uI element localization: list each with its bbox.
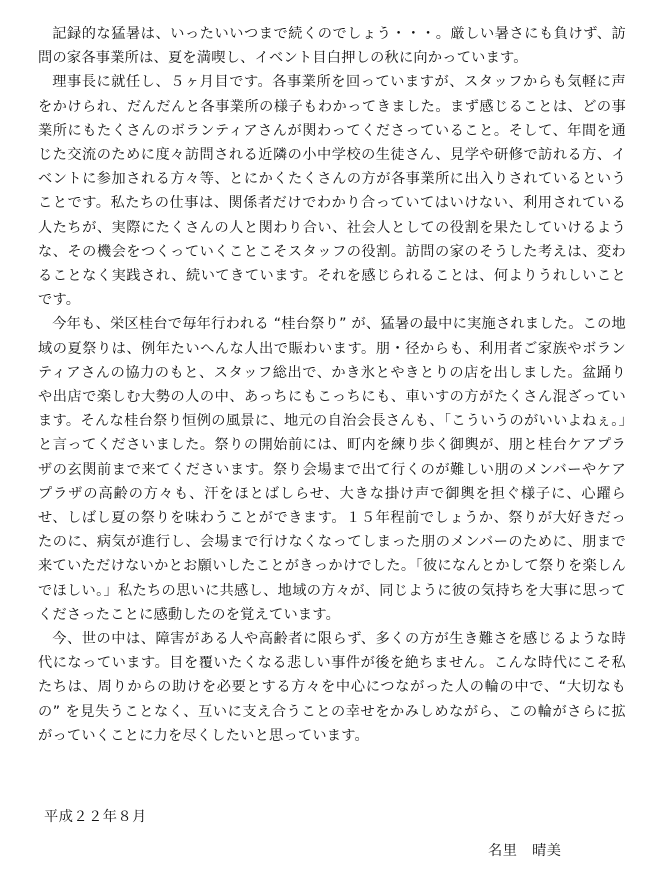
paragraph-intro: 記録的な猛暑は、いったいいつまで続くのでしょう・・・。厳しい暑さにも負けず、訪問の家各事業所は、夏を満喫し、イベント目白押しの秋に向かっています。 [38,26,626,67]
letter-date: 平成２２年８月 [44,809,147,825]
letter-body [38,22,626,748]
letter-signature: 名里 晴美 [488,843,562,859]
paragraph-president: 理事長に就任し、５ヶ月目です。各事業所を回っていますが、スタッフからも気軽に声をかけられ、だんだんと各事業所の様子もわかってきました。まず感じることは、どの事業所にもたくさんのボランティアさんが関わってくださっていること。そして、年間を通じた交流のために度々訪問される近隣の小中学校の生徒さん、見学や研修で訪れる方、イベントに参加される方々等、とにかくたくさんの方が各事業所に出入りされているということです。私たちの仕事は、関係者だけでわかり合っていてはいけない、利用されている人たちが、実際にたくさんの人と関わり合い、社会人としての役割を果たしていけるような、その機会をつくっていくことこそスタッフの役割。訪問の家のそうした考えは、変わることなく実践され、続いてきています。それを感じられることは、何よりうれしいことです。 [38,74,626,309]
paragraph-closing: 今、世の中は、障害がある人や高齢者に限らず、多くの方が生き難さを感じるような時代になっています。目を覆いたくなる悲しい事件が後を絶ちません。こんな時代にこそ私たちは、周りからの助けを必要とする方々を中心につながった人の輪の中で、“大切なもの” を見失うことなく、互いに支え合うことの幸せをかみしめながら、この輪がさらに拡がっていくことに力を尽くしたいと思っています。 [38,631,626,744]
paragraph-festival: 今年も、栄区桂台で毎年行われる “桂台祭り” が、猛暑の最中に実施されました。この地域の夏祭りは、例年たいへんな人出で賑わいます。朋・径からも、利用者ご家族やボランティアさんの協力のもと、スタッフ総出で、かき氷とやきとりの店を出しました。盆踊りや出店で楽しむ大勢の人の中、あっちにもこっちにも、車いすの方がたくさん混ざっています。そんな桂台祭り恒例の風景に、地元の自治会長さんも、「こういうのがいいよねぇ。」と言ってくださいました。祭りの開始前には、町内を練り歩く御輿が、朋と桂台ケアプラザの玄関前まで来てくださいます。祭り会場まで出て行くのが難しい朋のメンバーやケアプラザの高齢の方々も、汗をほとばしらせ、大きな掛け声で御輿を担ぐ様子に、心躍らせ、しばし夏の祭りを味わうことができます。１５年程前でしょうか、祭りが大好きだったのに、病気が進行し、会場まで行けなくなってしまった朋のメンバーのために、朋まで来ていただけないかとお願いしたことがきっかけでした。「彼になんとかして祭りを楽しんでほしい。」私たちの思いに共感し、地域の方々が、同じように彼の気持ちを大事に思ってくださったことに感動したのを覚えています。 [38,316,626,623]
